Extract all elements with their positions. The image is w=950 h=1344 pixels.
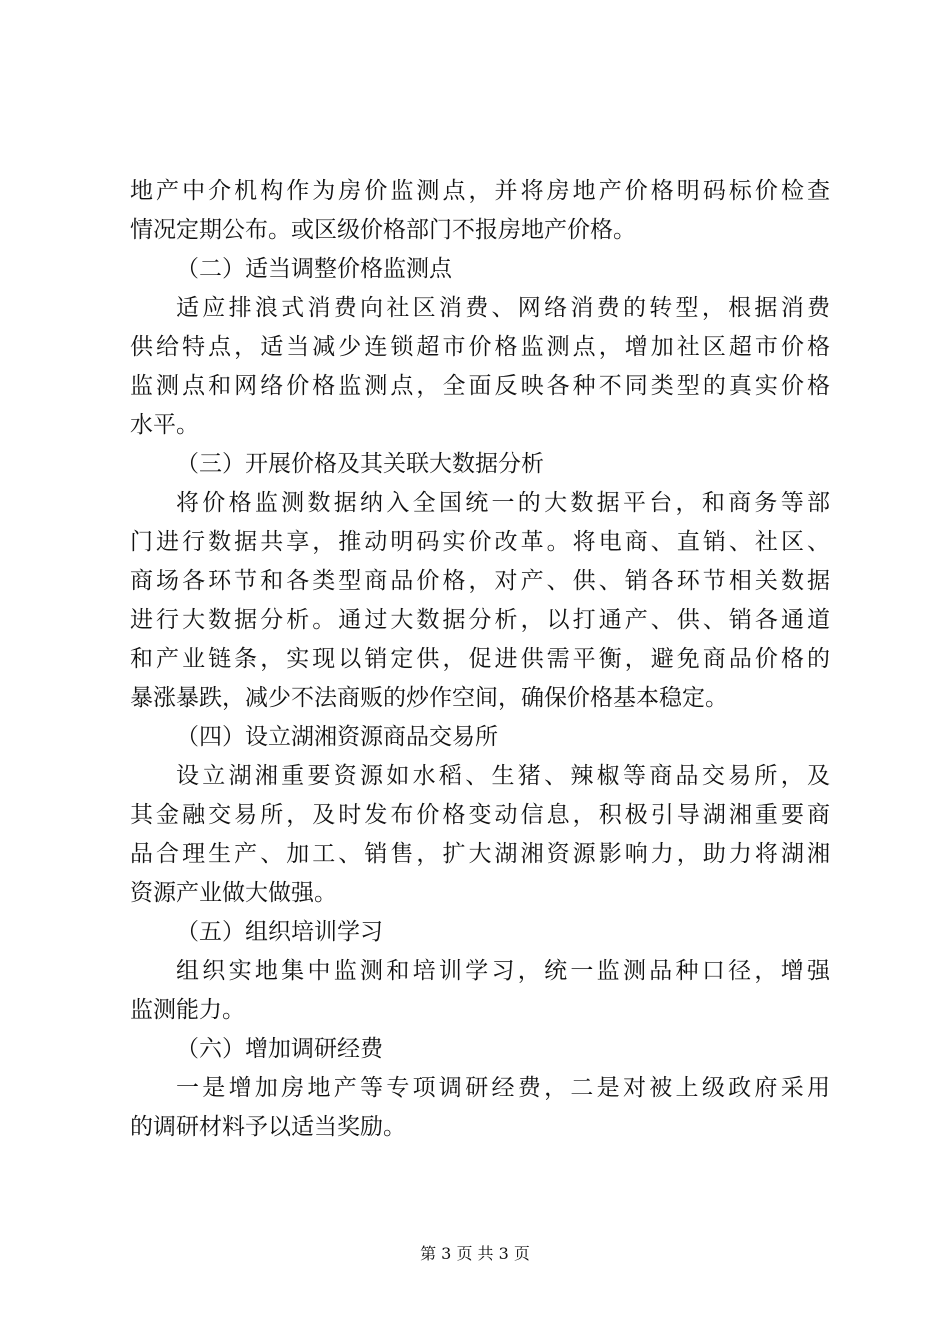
paragraph-line: 监测点和网络价格监测点，全面反映各种不同类型的真实价格 bbox=[130, 373, 830, 399]
paragraph-line: 监测能力。 bbox=[130, 997, 245, 1023]
paragraph-line: 的调研材料予以适当奖励。 bbox=[130, 1114, 406, 1140]
section-heading: （二）适当调整价格监测点 bbox=[176, 256, 452, 282]
paragraph-line: 情况定期公布。或区级价格部门不报房地产价格。 bbox=[130, 217, 636, 243]
paragraph-line: 供给特点，适当减少连锁超市价格监测点，增加社区超市价格 bbox=[130, 334, 830, 360]
paragraph-line: 和产业链条，实现以销定供，促进供需平衡，避免商品价格的 bbox=[130, 646, 830, 672]
paragraph-line: 门进行数据共享，推动明码实价改革。将电商、直销、社区、 bbox=[130, 529, 830, 555]
paragraph-line: 组织实地集中监测和培训学习，统一监测品种口径，增强 bbox=[176, 958, 830, 984]
paragraph-line: 水平。 bbox=[130, 412, 199, 438]
paragraph-line: 适应排浪式消费向社区消费、网络消费的转型，根据消费 bbox=[176, 295, 830, 321]
paragraph-line: 地产中介机构作为房价监测点，并将房地产价格明码标价检查 bbox=[130, 178, 830, 204]
paragraph-line: 资源产业做大做强。 bbox=[130, 880, 337, 906]
paragraph-line: 暴涨暴跌，减少不法商贩的炒作空间，确保价格基本稳定。 bbox=[130, 685, 728, 711]
section-heading: （三）开展价格及其关联大数据分析 bbox=[176, 451, 544, 477]
paragraph-line: 设立湖湘重要资源如水稻、生猪、辣椒等商品交易所，及 bbox=[176, 763, 830, 789]
paragraph-line: 商场各环节和各类型商品价格，对产、供、销各环节相关数据 bbox=[130, 568, 830, 594]
paragraph-line: 品合理生产、加工、销售，扩大湖湘资源影响力，助力将湖湘 bbox=[130, 841, 830, 867]
section-heading: （六）增加调研经费 bbox=[176, 1036, 383, 1062]
paragraph-line: 其金融交易所，及时发布价格变动信息，积极引导湖湘重要商 bbox=[130, 802, 830, 828]
section-heading: （五）组织培训学习 bbox=[176, 919, 383, 945]
paragraph-line: 一是增加房地产等专项调研经费，二是对被上级政府采用 bbox=[176, 1075, 830, 1101]
document-body bbox=[130, 172, 830, 1147]
paragraph-line: 将价格监测数据纳入全国统一的大数据平台，和商务等部 bbox=[176, 490, 830, 516]
section-heading: （四）设立湖湘资源商品交易所 bbox=[176, 724, 498, 750]
page-number-footer: 第 3 页 共 3 页 bbox=[420, 1244, 530, 1263]
paragraph-line: 进行大数据分析。通过大数据分析，以打通产、供、销各通道 bbox=[130, 607, 830, 633]
